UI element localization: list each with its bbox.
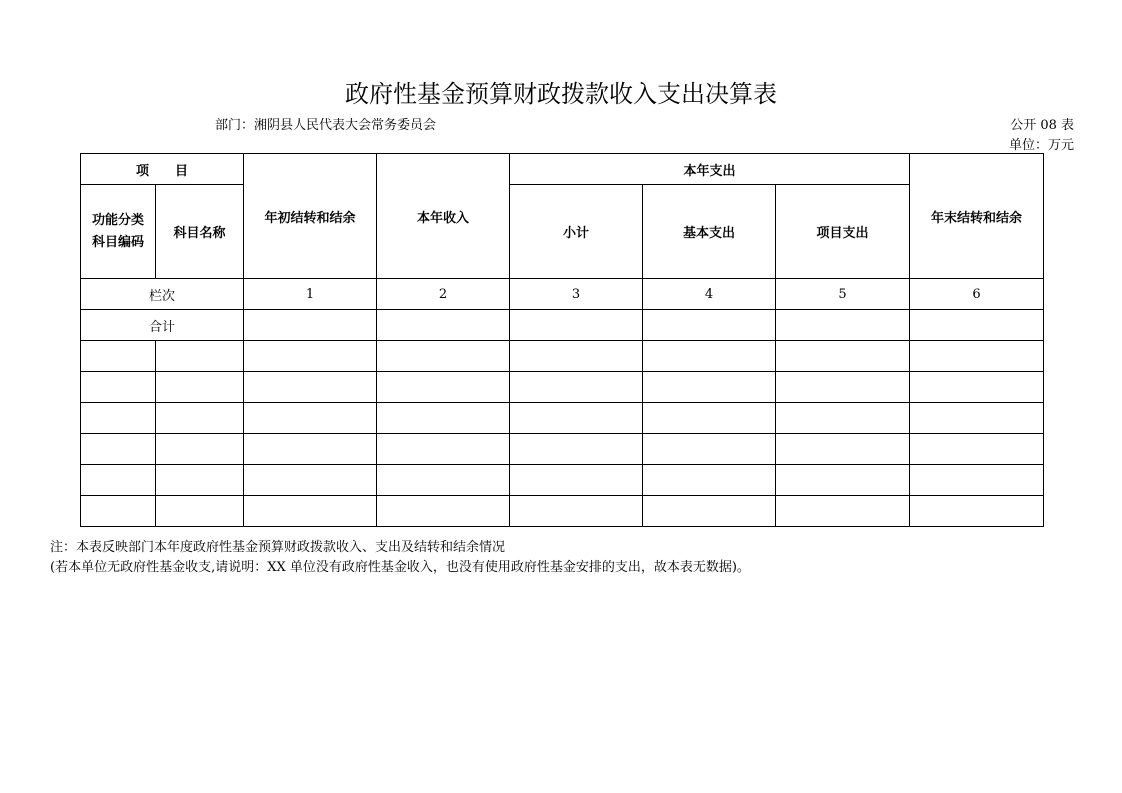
table-cell (81, 465, 156, 496)
table-cell (643, 372, 776, 403)
table-cell (377, 434, 510, 465)
budget-table (80, 153, 1044, 527)
table-cell (377, 372, 510, 403)
table-cell (776, 372, 910, 403)
table-cell (776, 465, 910, 496)
table-cell (910, 434, 1044, 465)
table-cell (910, 341, 1044, 372)
table-cell (643, 434, 776, 465)
col-number: 6 (910, 279, 1044, 310)
header-basic-expense: 基本支出 (643, 185, 776, 279)
table-cell (244, 496, 377, 527)
header-opening-balance: 年初结转和结余 (244, 154, 377, 279)
table-cell (81, 372, 156, 403)
header-subject-name: 科目名称 (156, 185, 244, 279)
table-row (81, 496, 1044, 527)
table-cell (156, 465, 244, 496)
table-cell (643, 310, 776, 341)
table-cell (510, 403, 643, 434)
header-item: 项 目 (81, 154, 244, 185)
table-row (81, 403, 1044, 434)
table-cell (244, 341, 377, 372)
table-cell (910, 372, 1044, 403)
table-row (81, 434, 1044, 465)
table-row (81, 465, 1044, 496)
table-cell (910, 310, 1044, 341)
table-cell (510, 310, 643, 341)
header-func-code: 功能分类 科目编码 (81, 185, 156, 279)
table-cell (244, 465, 377, 496)
header-closing-balance: 年末结转和结余 (910, 154, 1044, 279)
table-cell (776, 434, 910, 465)
table-cell (776, 403, 910, 434)
col-number: 5 (776, 279, 910, 310)
table-cell (643, 341, 776, 372)
table-cell (510, 341, 643, 372)
table-cell (776, 310, 910, 341)
table-cell (643, 465, 776, 496)
table-cell (244, 372, 377, 403)
header-subtotal: 小计 (510, 185, 643, 279)
header-row-2 (81, 185, 1044, 279)
table-row (81, 372, 1044, 403)
table-row (81, 341, 1044, 372)
table-cell (244, 403, 377, 434)
table-cell (81, 496, 156, 527)
unit-label: 单位：万元 (1008, 138, 1074, 153)
table-cell (910, 496, 1044, 527)
table-cell (377, 310, 510, 341)
table-cell (643, 496, 776, 527)
table-cell (643, 403, 776, 434)
table-cell (377, 341, 510, 372)
table-cell (910, 465, 1044, 496)
table-cell (377, 403, 510, 434)
table-cell (776, 496, 910, 527)
col-number: 3 (510, 279, 643, 310)
table-cell (910, 403, 1044, 434)
header-income: 本年收入 (377, 154, 510, 279)
table-cell (510, 465, 643, 496)
col-number: 1 (244, 279, 377, 310)
table-cell (377, 465, 510, 496)
index-row (81, 279, 1044, 310)
table-cell (510, 496, 643, 527)
table-cell (156, 496, 244, 527)
department-label: 部门：湘阴县人民代表大会常务委员会 (215, 118, 437, 133)
page-title: 政府性基金预算财政拨款收入支出决算表 (345, 80, 777, 108)
table-cell (244, 434, 377, 465)
table-cell (377, 496, 510, 527)
col-number: 2 (377, 279, 510, 310)
table-cell (81, 403, 156, 434)
table-cell (156, 434, 244, 465)
header-row-1 (81, 154, 1044, 185)
total-label: 合计 (81, 310, 244, 341)
total-row (81, 310, 1044, 341)
index-label: 栏次 (81, 279, 244, 310)
table-cell (156, 341, 244, 372)
table-cell (156, 403, 244, 434)
table-cell (81, 341, 156, 372)
note-line-1: 注：本表反映部门本年度政府性基金预算财政拨款收入、支出及结转和结余情况 (50, 540, 506, 555)
header-expense-group: 本年支出 (510, 154, 910, 185)
form-code: 公开 08 表 (1010, 118, 1074, 133)
header-project-expense: 项目支出 (776, 185, 910, 279)
table-cell (776, 341, 910, 372)
table-cell (81, 434, 156, 465)
table-cell (156, 372, 244, 403)
table-cell (244, 310, 377, 341)
note-line-2: (若本单位无政府性基金收支,请说明：XX 单位没有政府性基金收入，也没有使用政府性基金安排的支出，故本表无数据)。 (50, 560, 750, 575)
table-cell (510, 372, 643, 403)
table-cell (510, 434, 643, 465)
col-number: 4 (643, 279, 776, 310)
